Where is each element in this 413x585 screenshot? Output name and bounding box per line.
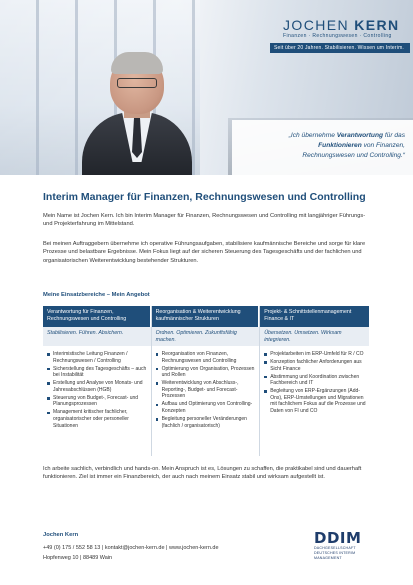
ddim-logo [314, 530, 374, 561]
address-line: Hopfenweg 10 | 88489 Wain [43, 555, 113, 561]
logo-first-name: JOCHEN [283, 17, 349, 33]
column-list [260, 346, 369, 415]
service-column [260, 306, 369, 456]
closing-paragraph: Ich arbeite sachlich, verbindlich und hands-on. Mein Anspruch ist es, Lösungen zu schaffen, die praktikabel sind und dauerhaft funktionieren. Ziel ist immer ein Finanzbereich, der auch nach meinem Einsatz stabil und wirksam aufgestellt ist. [43, 466, 362, 481]
service-column [152, 306, 261, 456]
list-item: Interimistische Leitung Finanzen / Rechnungswesen / Controlling [47, 351, 148, 364]
intro-paragraph-2: Bei meinen Auftraggebern übernehme ich operative Führungsaufgaben, stabilisiere kaufmännische Bereiche und sorge für klare Prozesse und belastbare Ergebnisse. Mein Fokus liegt auf der sicheren Steuerung des Tagesgeschäfts und der fachlichen und organisatorischen Weiterentwicklung bestehender Strukturen. [43, 241, 366, 264]
list-item: Begleitung personeller Veränderungen (fachlich / organisatorisch) [156, 416, 257, 429]
list-item: Management kritischer fachlicher, organisatorischer oder personeller Situationen [47, 409, 148, 429]
column-heading: Projekt- & Schnittstellenmanagement Finance & IT [260, 306, 369, 327]
column-tagline: Übersetzen. Umsetzen. Wirksam integrieren. [260, 327, 369, 346]
intro-paragraph-1: Mein Name ist Jochen Kern. Ich bin Interim Manager für Finanzen, Rechnungswesen und Controlling mit langjähriger Führungs- und Projekterfahrung im Mittelstand. [43, 213, 366, 228]
list-item: Reorganisation von Finanzen, Rechnungswesen und Controlling [156, 351, 257, 364]
portrait-photo [82, 50, 192, 175]
logo-bar: Seit über 20 Jahren. Stabilisieren. Wissen um Interim. [270, 43, 410, 53]
hero-banner [0, 0, 413, 175]
logo-last-name: KERN [354, 17, 400, 33]
list-item: Weiterentwicklung von Abschluss-, Reporting-, Budget- und Forecast-Prozessen [156, 380, 257, 400]
column-heading: Verantwortung für Finanzen, Rechnungswesen und Controlling [43, 306, 151, 327]
ddim-wordmark: DDIM [314, 529, 362, 547]
list-item: Konzeption fachlicher Anforderungen aus Sicht Finance [264, 359, 366, 372]
section-label: Meine Einsatzbereiche – Mein Angebot [43, 292, 150, 298]
logo-tagline: Finanzen · Rechnungswesen · Controlling [283, 33, 392, 39]
list-item: Aufbau und Optimierung von Controlling-Konzepten [156, 401, 257, 414]
list-item: Steuerung von Budget-, Forecast- und Planungsprozessen [47, 395, 148, 408]
list-item: Sicherstellung des Tagesgeschäfts – auch bei Instabilität [47, 366, 148, 379]
column-tagline: Stabilisieren. Führen. Absichern. [43, 327, 151, 346]
ddim-subtitle: DACHGESELLSCHAFT DEUTSCHES INTERIM MANAGEMENT [314, 546, 356, 560]
column-heading: Reorganisation & Weiterentwicklung kaufmännischer Strukturen [152, 306, 260, 327]
list-item: Abstimmung und Koordination zwischen Fachbereich und IT [264, 374, 366, 387]
list-item: Optimierung von Organisation, Prozessen und Rollen [156, 366, 257, 379]
page-title: Interim Manager für Finanzen, Rechnungswesen und Controlling [43, 191, 366, 203]
glasses-icon [117, 78, 157, 88]
list-item: Erstellung und Analyse von Monats- und Jahresabschlüssen (HGB) [47, 380, 148, 393]
list-item: Begleitung von ERP-Ergänzungen (Add-Ons), ERP-Umstellungen und Migrationen mit fachlichem Fokus auf die Prozesse und Daten von FI und CO [264, 388, 366, 414]
service-columns [43, 306, 369, 456]
column-list [43, 346, 151, 429]
column-tagline: Ordnen. Optimieren. Zukunftsfähig machen. [152, 327, 260, 346]
column-list [152, 346, 260, 429]
list-item: Projektarbeiten im ERP-Umfeld für R / CO [264, 351, 366, 358]
jochen-kern-logo [283, 18, 405, 40]
contact-line[interactable]: +49 (0) 175 / 552 58 13 | kontakt@jochen-kern.de | www.jochen-kern.de [43, 545, 219, 551]
hero-quote: „Ich übernehme Verantwortung für das Funktionieren von Finanzen, Rechnungswesen und Controlling.“ [288, 132, 405, 159]
footer-name: Jochen Kern [43, 532, 79, 538]
service-column [43, 306, 152, 456]
